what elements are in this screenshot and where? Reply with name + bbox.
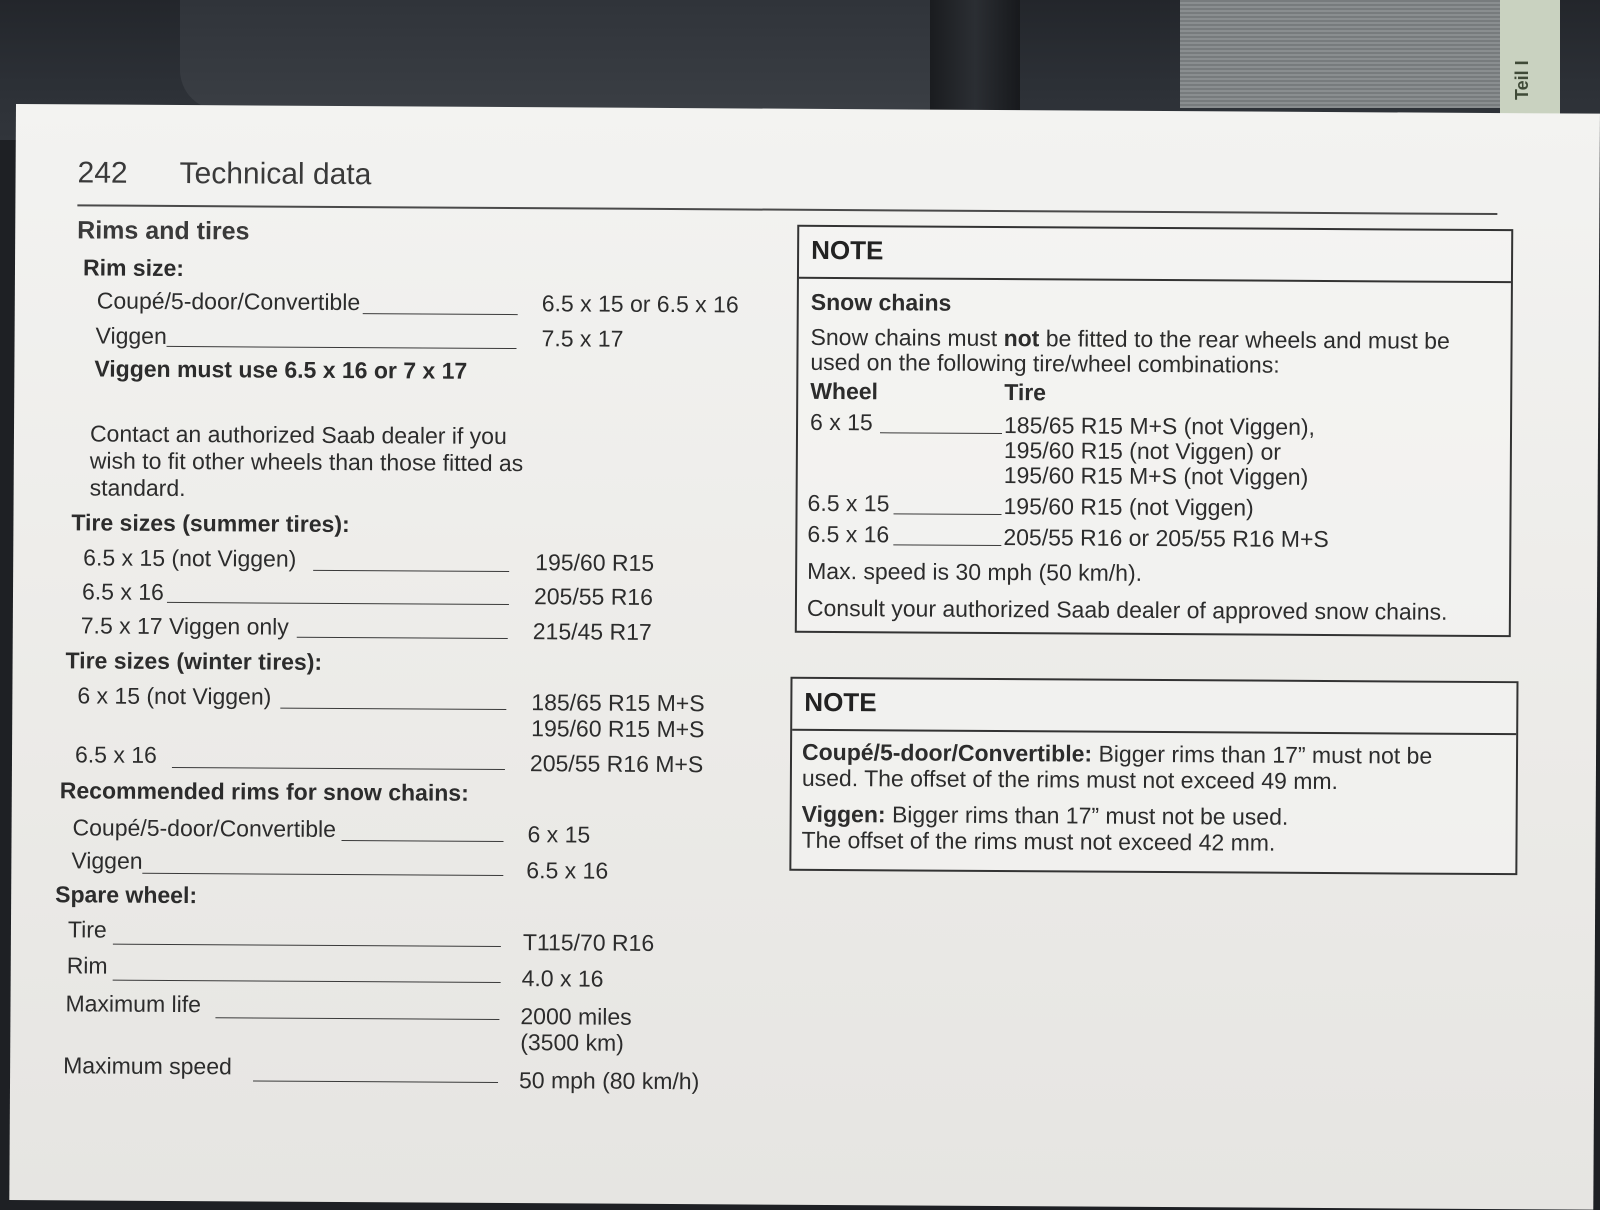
tire-cell: 205/55 R16 or 205/55 R16 M+S [1003, 524, 1329, 553]
spare-row-value: 50 mph (80 km/h) [518, 1067, 700, 1095]
background-book [1180, 0, 1500, 108]
snow-rims-label: Recommended rims for snow chains: [59, 777, 469, 806]
leader-line [880, 432, 1002, 434]
side-tab-label: Teil I [1512, 60, 1532, 100]
note-rims-p2: Viggen: Bigger rims than 17” must not be used. [801, 800, 1289, 830]
leader-line [363, 313, 518, 315]
leader-line [893, 544, 1001, 546]
snow-rims-row-label: Coupé/5-door/Convertible [72, 814, 337, 842]
note-rims-p1-2: used. The offset of the rims must not exceed 49 mm. [801, 764, 1339, 795]
winter-row-label: 6.5 x 16 [74, 741, 157, 768]
spare-row-value-2: (3500 km) [520, 1029, 624, 1056]
leader-line [142, 873, 503, 876]
winter-label: Tire sizes (winter tires): [65, 647, 323, 675]
winter-row-value: 205/55 R16 M+S [529, 750, 704, 778]
section-heading: Rims and tires [77, 216, 250, 246]
note-subtitle: Snow chains [810, 288, 952, 316]
winter-row-value-2: 195/60 R15 M+S [531, 715, 705, 743]
note-rims-p1: Coupé/5-door/Convertible: Bigger rims than 17” must not be [801, 738, 1433, 769]
col-wheel-header: Wheel [810, 377, 879, 405]
spare-row-label: Rim [66, 952, 108, 979]
rim-size-label: Rim size: [82, 254, 185, 282]
spare-row-value: 2000 miles [520, 1003, 632, 1030]
spare-label: Spare wheel: [55, 881, 198, 909]
leader-line [280, 708, 506, 710]
note-intro-2: used on the following tire/wheel combinations: [810, 348, 1280, 378]
background-cover [180, 0, 940, 110]
wheel-cell: 6.5 x 16 [807, 520, 890, 548]
manual-page [9, 104, 1600, 1210]
leader-line [113, 980, 501, 983]
note-max-speed: Max. speed is 30 mph (50 km/h). [807, 557, 1143, 586]
spare-row-value: 4.0 x 16 [521, 965, 604, 992]
leader-line [215, 1017, 499, 1020]
rim-row-label: Coupé/5-door/Convertible [96, 287, 361, 316]
snow-rims-row-label: Viggen [71, 847, 143, 874]
note-title: NOTE [811, 234, 884, 266]
tire-cell-3: 195/60 R15 M+S (not Viggen) [1003, 462, 1309, 490]
wheel-cell: 6 x 15 [809, 408, 873, 436]
note-rims-p2-2: The offset of the rims must not exceed 42 mm. [801, 826, 1276, 856]
summer-row-value: 195/60 R15 [535, 549, 655, 576]
background-strap [930, 0, 1020, 110]
note-divider [799, 277, 1511, 283]
col-tire-header: Tire [1004, 379, 1047, 406]
snow-rims-row-value: 6 x 15 [527, 821, 591, 848]
leader-line [297, 637, 508, 639]
leader-line [167, 346, 517, 349]
leader-line [167, 602, 509, 605]
rim-row-label: Viggen [95, 322, 167, 349]
viggen-note: Viggen must use 6.5 x 16 or 7 x 17 [94, 355, 468, 384]
note-snow-chains [795, 225, 1513, 637]
note-consult: Consult your authorized Saab dealer of approved snow chains. [806, 594, 1448, 625]
header-rule [77, 204, 1497, 215]
rim-row-value: 6.5 x 15 or 6.5 x 16 [541, 290, 739, 318]
spare-row-value: T115/70 R16 [522, 929, 655, 956]
leader-line [894, 513, 1002, 515]
note-title: NOTE [804, 686, 877, 718]
rim-row-value: 7.5 x 17 [541, 325, 624, 352]
leader-line [342, 840, 504, 842]
tire-cell: 195/60 R15 (not Viggen) [1003, 493, 1254, 521]
winter-row-label: 6 x 15 (not Viggen) [77, 682, 272, 710]
leader-line [253, 1080, 498, 1082]
summer-row-label: 6.5 x 15 (not Viggen) [83, 544, 297, 572]
winter-row-value: 185/65 R15 M+S [531, 689, 705, 717]
note-intro: Snow chains must not be fitted to the rear wheels and must be [810, 323, 1450, 354]
snow-rims-row-value: 6.5 x 16 [526, 857, 609, 884]
leader-line [313, 570, 509, 572]
page-title: Technical data [179, 157, 372, 192]
tire-cell: 185/65 R15 M+S (not Viggen), [1003, 412, 1316, 440]
wheel-cell: 6.5 x 15 [807, 489, 890, 517]
note-divider [792, 729, 1516, 735]
leader-line [172, 767, 505, 770]
leader-line [113, 944, 501, 947]
page-number: 242 [77, 156, 128, 190]
summer-row-value: 215/45 R17 [532, 618, 652, 645]
spare-row-label: Maximum speed [63, 1052, 232, 1080]
tire-cell-2: 195/60 R15 (not Viggen) or [1003, 437, 1282, 465]
summer-label: Tire sizes (summer tires): [71, 509, 350, 538]
summer-row-label: 7.5 x 17 Viggen only [80, 612, 289, 640]
contact-text: Contact an authorized Saab dealer if you wish to fit other wheels than those fitted as standard. [89, 420, 524, 502]
spare-row-label: Tire [67, 916, 107, 943]
summer-row-label: 6.5 x 16 [81, 578, 164, 605]
page-header [77, 156, 371, 192]
note-rims [789, 677, 1518, 875]
summer-row-value: 205/55 R16 [533, 583, 654, 610]
spare-row-label: Maximum life [65, 990, 202, 1018]
